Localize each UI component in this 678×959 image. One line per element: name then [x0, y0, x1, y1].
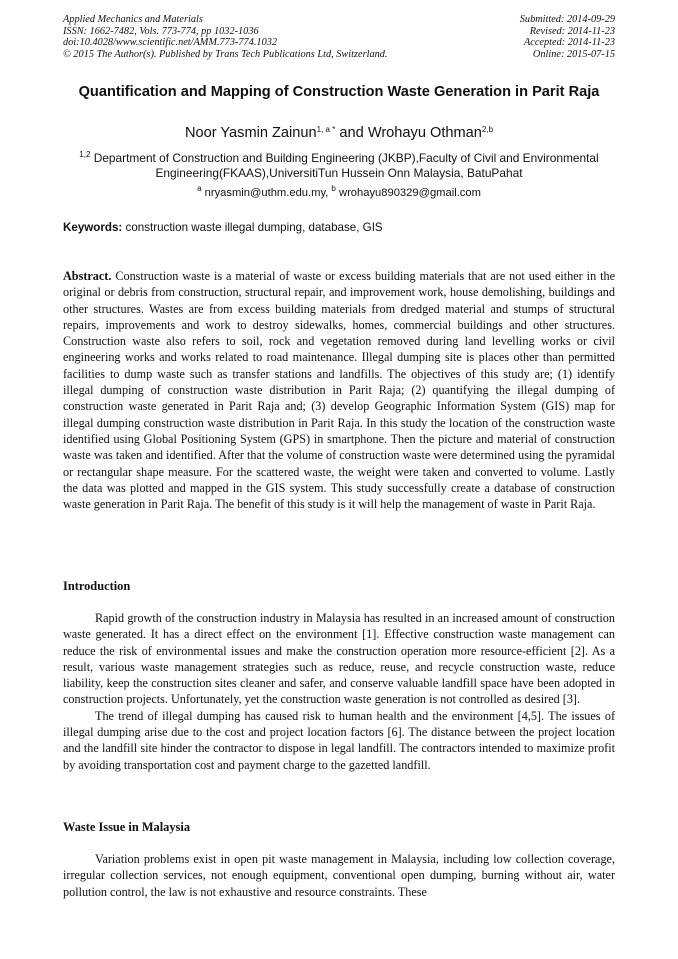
accepted-date: Accepted: 2014-11-23	[523, 37, 615, 48]
affiliation-text: Department of Construction and Building Engineering (JKBP),Faculty of Civil and Environmental Engineering(FKAAS),UniversitiTun Hussein Onn Malaysia, BatuPahat	[93, 151, 599, 180]
author-2-affil-mark: 2,b	[481, 125, 494, 134]
affiliation	[63, 151, 615, 181]
introduction-paragraph-2: The trend of illegal dumping has caused risk to human health and the environment [4,5]. The issues of illegal dumping arise due to the cost and project location factors [6]. The distance between the project location and the landfill site hinder the contractor to dispose in legal landfill. The contractors intended to maximize profit by avoiding transportation cost and payment charge to the gazetted landfill.	[63, 708, 615, 772]
issn-line: ISSN: 1662-7482, Vols. 773-774, pp 1032-1036	[63, 25, 259, 37]
affiliation-mark: 1,2	[79, 150, 91, 159]
email-a[interactable]: nryasmin@uthm.edu.my,	[204, 187, 329, 199]
abstract	[63, 268, 615, 512]
waste-issue-body	[63, 851, 615, 900]
journal-info-header	[63, 14, 463, 60]
abstract-label: Abstract.	[63, 269, 112, 283]
copyright-line: © 2015 The Author(s). Published by Trans Tech Publications Ltd, Switzerland.	[63, 48, 388, 60]
abstract-text: Construction waste is a material of waste or excess building materials that are not used either in the original or debris from construction, structural repair, and improvement work, house demolishing, buildings and other structures. Wastes are from excess building materials from dredged material and stumps of structural repairs, improvements and work to destroy sidewalks, homes, commercial buildings and other structures. Construction waste also refers to soil, rock and vegetation removed during land levelling works or civil engineering works and works related to road maintenance. Illegal dumping site is places other than permitted facilities to dump waste such as transfer stations and landfills. The objectives of this study are; (1) identify illegal dumping of construction waste distribution in Parit Raja; (2) quantifying the illegal dumping of construction waste generated in Parit Raja and; (3) develop Geographic Information System (GIS) map for illegal dumping construction waste distribution in Parit Raja. In this study the location of the construction waste identified using Global Positioning System (GPS) in smartphone. Then the picture and material of construction waste was taken and identified. After that the volume of construction waste were determined using the pyramidal or rectangular shape measure. For the scattered waste, the weight were taken and converted to volume. Lastly the data was plotted and mapped in the GIS system. This study successfully create a database of construction waste generation in Parit Raja. The benefit of this study is it will help the management of waste in Parit Raja.	[63, 269, 616, 512]
introduction-paragraph-1: Rapid growth of the construction industry in Malaysia has resulted in an increased amount of construction waste generated. It has a direct effect on the environment [1]. Effective construction waste management can reduce the risk of environmental issues and make the construction operation more resource-efficient [2]. As a result, various waste management strategies such as reduce, reuse, and recycle construction waste, reduce liability, keep the construction sites cleaner and safer, and conserve valuable landfill space have been adopted in construction projects. Unfortunately, yet the construction waste generation is not controlled as desired [3].	[63, 611, 615, 707]
email-b[interactable]: wrohayu890329@gmail.com	[338, 187, 481, 199]
online-date: Online: 2015-07-15	[532, 48, 615, 60]
paper-title: Quantification and Mapping of Construction Waste Generation in Parit Raja	[78, 84, 600, 100]
dates-header	[415, 14, 615, 60]
keywords-text: construction waste illegal dumping, database, GIS	[125, 221, 383, 234]
author-emails	[63, 186, 615, 200]
email-a-mark: a	[197, 184, 202, 193]
submitted-date: Submitted: 2014-09-29	[519, 14, 615, 25]
author-line	[63, 124, 615, 142]
doi-line: doi:10.4028/www.scientific.net/AMM.773-774.1032	[63, 37, 278, 48]
author-1-affil-mark: 1, a *	[316, 125, 336, 134]
waste-issue-paragraph-1: Variation problems exist in open pit waste management in Malaysia, including low collection coverage, irregular collection services, not enough equipment, conventional open dumping, burning without air, water pollution control, the law is not exhaustive and resource constraints. These	[63, 852, 615, 899]
journal-name: Applied Mechanics and Materials	[63, 14, 203, 25]
introduction-heading: Introduction	[63, 579, 131, 593]
revised-date: Revised: 2014-11-23	[529, 25, 615, 37]
author-1-name: Noor Yasmin Zainun	[184, 125, 317, 141]
keywords	[63, 221, 615, 235]
author-joiner: and	[339, 125, 364, 141]
waste-issue-heading: Waste Issue in Malaysia	[63, 820, 191, 834]
email-b-mark: b	[331, 184, 336, 193]
author-2-name: Wrohayu Othman	[367, 125, 482, 141]
keywords-label: Keywords:	[63, 221, 123, 234]
introduction-body	[63, 610, 615, 773]
